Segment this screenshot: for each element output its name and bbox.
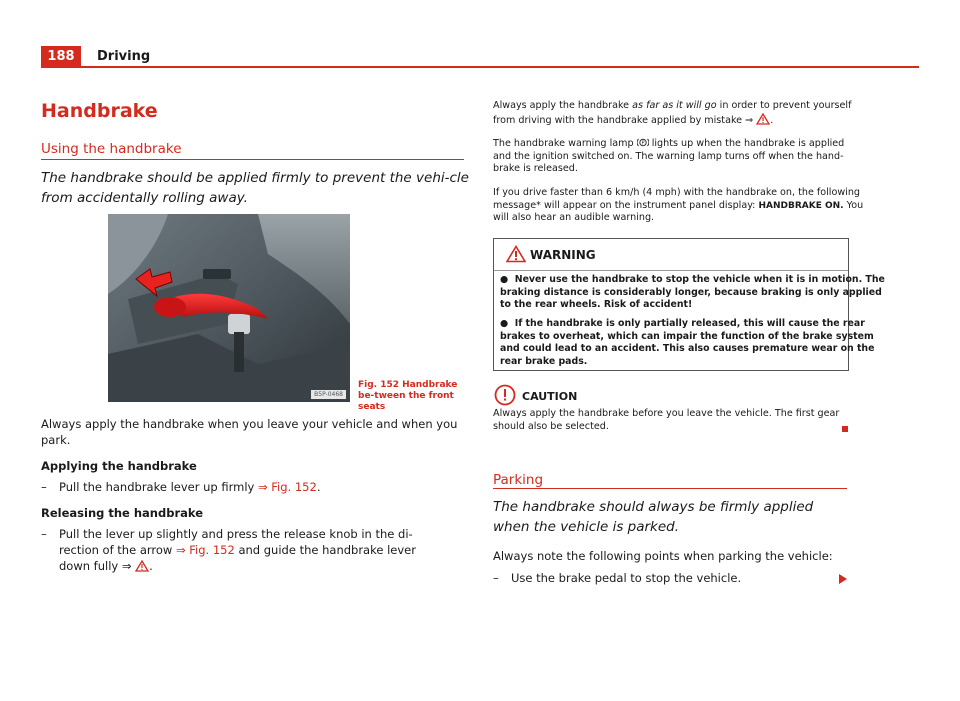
intro-text: Always apply the handbrake when you leave your vehicle and when you park.: [41, 417, 458, 447]
caution-text: [493, 408, 853, 433]
figure-caption: Fig. 152 Handbrake be-tween the front seats: [358, 380, 458, 412]
release-line-2b: and guide the handbrake lever: [238, 543, 416, 557]
warning-item-2-line-4: rear brake pads.: [500, 355, 588, 367]
parking-intro: Always note the following points when parking the vehicle:: [493, 549, 833, 563]
fig-ref-link[interactable]: ⇒ Fig. 152: [257, 480, 317, 494]
release-item: – Pull the lever up slightly and press the release knob in the di- rection of the arrow ⇒ Fig. 152 and guide the handbrake lever down fully ⇒ .: [41, 527, 416, 573]
subsection-title: Using the handbrake: [41, 141, 182, 157]
caution-line-1: Always apply the handbrake before you leave the vehicle. The first gear: [493, 408, 840, 419]
warning-item-1-line-1: Never use the handbrake to stop the vehicle when it is in motion. The: [514, 274, 885, 285]
paragraph-3: [493, 187, 864, 225]
paragraph-2: [493, 137, 853, 176]
parking-lead: The handbrake should always be firmly applied when the vehicle is parked.: [493, 499, 814, 535]
warning-item-2-line-3: and could lead to an accident. This also causes premature wear on the: [500, 343, 875, 354]
p3-c: You: [846, 199, 864, 211]
p2-d: brake is released.: [493, 163, 578, 174]
section-end-marker: [842, 426, 848, 432]
dash: –: [493, 571, 499, 585]
caution-icon: [494, 384, 516, 406]
p1-c: from driving with the handbrake applied by mistake ⇒: [493, 114, 754, 126]
p1-emphasis: as far as it will go: [632, 100, 717, 111]
paragraph-1: Always apply the handbrake as far as it will go in order to prevent yourself from driving with the handbrake applied by mistake ⇒ .: [493, 100, 852, 126]
release-line-2a: rection of the arrow: [59, 543, 173, 557]
svg-text:P: P: [641, 140, 645, 147]
page-number: 188: [41, 46, 81, 68]
release-line-3: down fully ⇒: [59, 559, 132, 573]
parking-title: Parking: [493, 472, 544, 488]
apply-heading: Applying the handbrake: [41, 459, 197, 473]
page-title: Handbrake: [41, 100, 158, 122]
lead-text: The handbrake should be applied firmly to prevent the vehi-cle from accidentally rolling away.: [41, 170, 469, 206]
warning-header: [494, 239, 848, 271]
handbrake-lamp-icon: [637, 137, 649, 148]
warning-item-2-line-2: brakes to overheat, which can impair the function of the brake system: [500, 330, 874, 342]
handbrake-figure: [108, 214, 350, 402]
warning-item-1-line-3: to the rear wheels. Risk of accident!: [500, 299, 693, 310]
caution-line-2: should also be selected.: [493, 420, 609, 432]
parking-rule: [493, 488, 847, 489]
parking-item-text: Use the brake pedal to stop the vehicle.: [511, 571, 742, 585]
display-message: HANDBRAKE ON.: [758, 200, 844, 211]
continue-arrow-icon: [838, 573, 848, 585]
p1-a: Always apply the handbrake: [493, 100, 630, 111]
warning-triangle-icon: [506, 245, 526, 263]
p2-b: lights up when the handbrake is applied: [651, 138, 845, 149]
handbrake-illustration: [108, 214, 350, 402]
warning-item-1: [500, 274, 885, 312]
warning-item-2-line-1: If the handbrake is only partially released, this will cause the rear: [514, 318, 865, 329]
warning-item-1-line-2: braking distance is considerably longer, because braking is only applied: [500, 286, 882, 298]
p2-c: and the ignition switched on. The warning lamp turns off when the hand-: [493, 150, 844, 162]
p1-b: in order to prevent yourself: [719, 100, 852, 111]
bullet: ●: [500, 318, 509, 329]
warning-box: [493, 238, 885, 371]
apply-text: Pull the handbrake lever up firmly: [59, 480, 255, 494]
warning-triangle-icon[interactable]: [756, 113, 770, 125]
fig-ref-link[interactable]: ⇒ Fig. 152: [175, 543, 235, 557]
p3-b: message* will appear on the instrument panel display:: [493, 199, 756, 211]
bullet: ●: [500, 274, 509, 285]
p2-a: The handbrake warning lamp: [493, 138, 634, 149]
subsection-rule: [41, 159, 464, 160]
caution-title: CAUTION: [522, 390, 578, 403]
warning-triangle-icon[interactable]: [135, 560, 149, 572]
dash: –: [41, 480, 47, 494]
header-rule: [81, 66, 919, 68]
section-title: Driving: [97, 49, 151, 64]
figure-code: B5P-0468: [311, 390, 346, 399]
release-heading: Releasing the handbrake: [41, 506, 204, 520]
release-line-1: Pull the lever up slightly and press the release knob in the di-: [59, 527, 413, 541]
warning-item-2: [500, 318, 875, 368]
warning-title: WARNING: [530, 248, 596, 262]
dash: –: [41, 527, 47, 541]
p3-d: will also hear an audible warning.: [493, 212, 655, 223]
p3-a: If you drive faster than 6 km/h (4 mph) with the handbrake on, the following: [493, 187, 861, 198]
